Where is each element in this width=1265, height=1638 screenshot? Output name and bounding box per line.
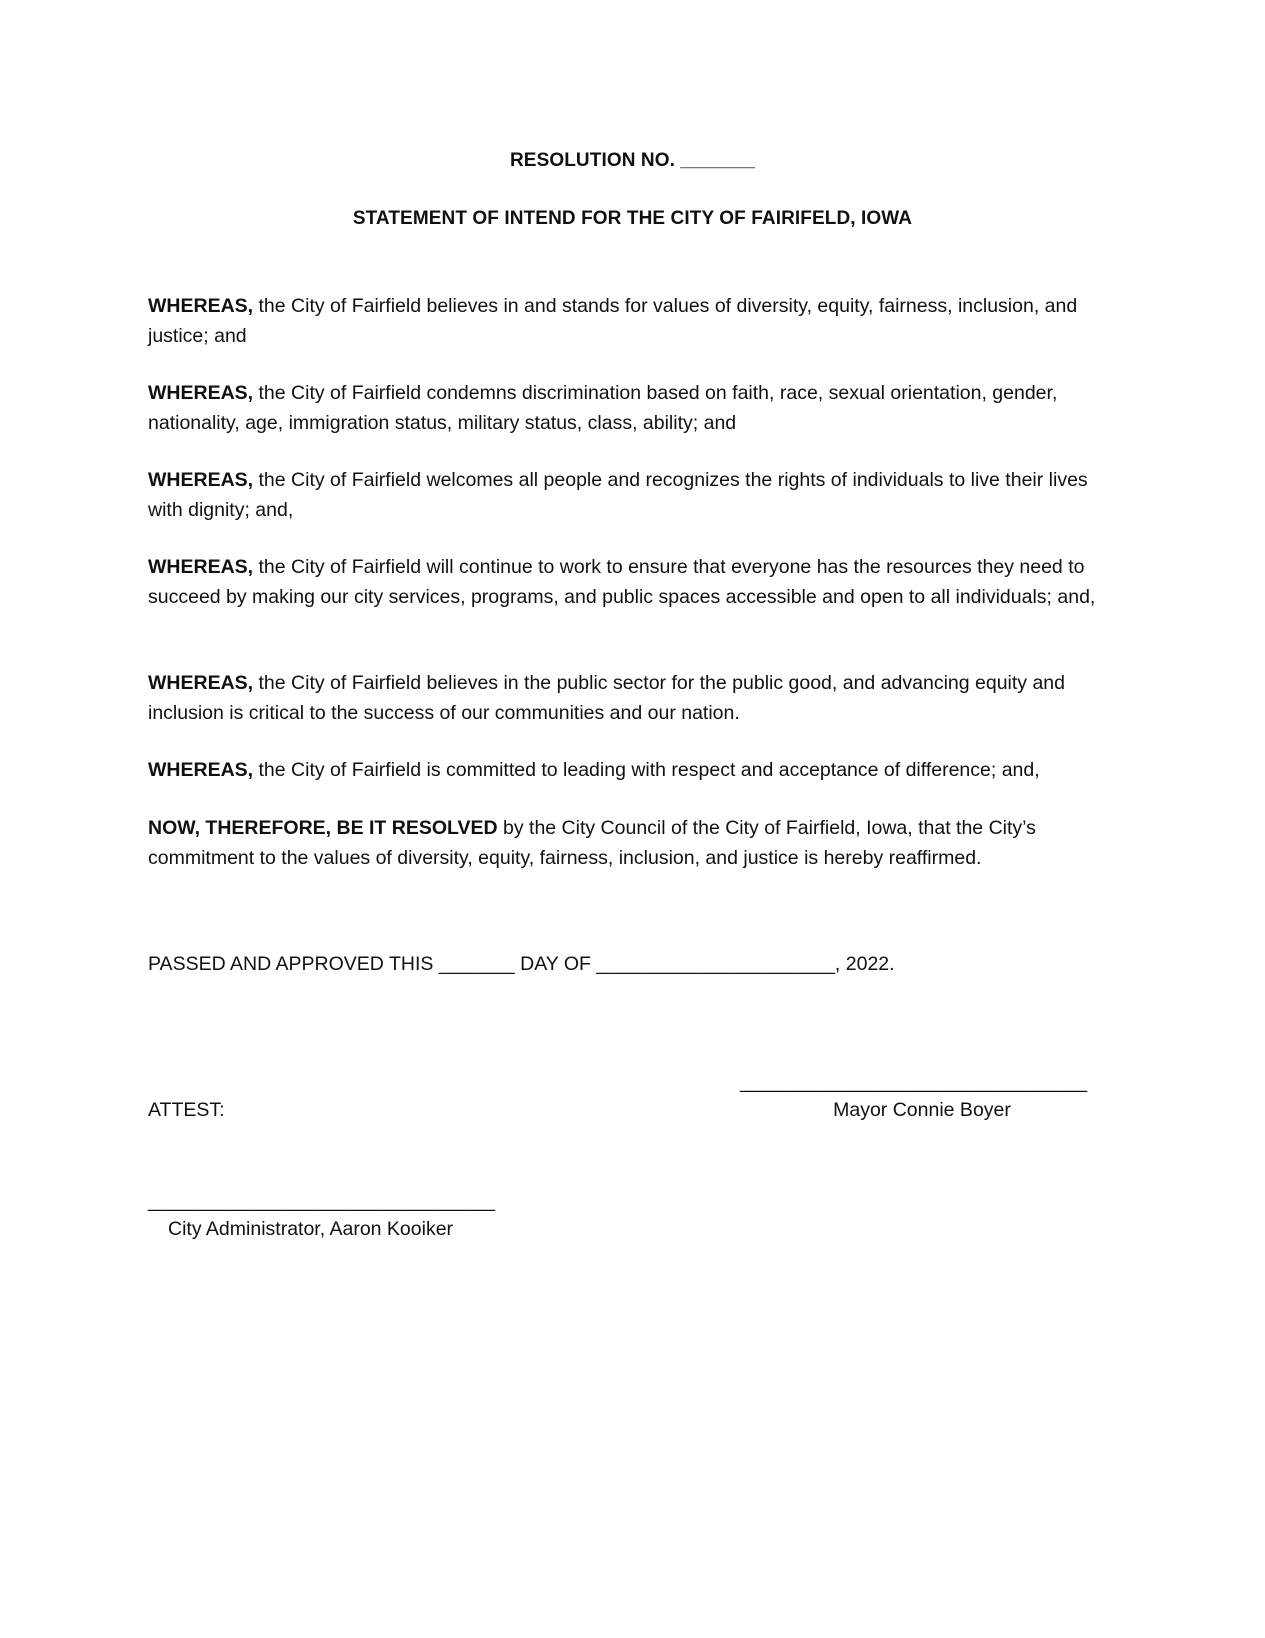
resolved-clause: [148, 814, 1123, 873]
clause-lead: WHEREAS,: [148, 759, 254, 781]
clause-lead: WHEREAS,: [148, 295, 254, 317]
attest-label: ATTEST:: [148, 1099, 225, 1121]
whereas-clause-2: [148, 379, 1123, 438]
whereas-clause-3: [148, 466, 1123, 525]
mayor-signature-line: ________________________________: [740, 1071, 1088, 1093]
clause-text: the City of Fairfield believes in and stands for values of diversity, equity, fairness, inclusion, and justice; and: [148, 295, 1078, 347]
clause-lead: WHEREAS,: [148, 382, 254, 404]
administrator-signature-line: ________________________________: [148, 1190, 496, 1212]
whereas-clause-4: [148, 553, 1123, 612]
whereas-clause-1: [148, 292, 1123, 351]
clause-text: the City of Fairfield welcomes all people and recognizes the rights of individuals to live their lives with dignity; and,: [148, 469, 1088, 521]
clause-lead: NOW, THEREFORE, BE IT RESOLVED: [148, 817, 498, 839]
clause-text: by the City Council of the City of Fairfield, Iowa, that the City’s commitment to the values of diversity, equity, fairness, inclusion, and justice is hereby reaffirmed.: [148, 817, 1036, 869]
passed-approved-line: PASSED AND APPROVED THIS _______ DAY OF ______________________, 2022.: [148, 953, 895, 975]
mayor-name: Mayor Connie Boyer: [833, 1099, 1011, 1121]
clause-text: the City of Fairfield condemns discrimination based on faith, race, sexual orientation, gender, nationality, age, immigration status, military status, class, ability; and: [148, 382, 1058, 434]
whereas-clause-5: [148, 669, 1123, 728]
clause-text: the City of Fairfield believes in the public sector for the public good, and advancing equity and inclusion is critical to the success of our communities and our nation.: [148, 672, 1066, 724]
statement-title: STATEMENT OF INTEND FOR THE CITY OF FAIRIFELD, IOWA: [352, 208, 913, 229]
clause-text: the City of Fairfield will continue to work to ensure that everyone has the resources they need to succeed by making our city services, programs, and public spaces accessible and open to all individuals; and,: [148, 556, 1096, 608]
resolution-number-heading: RESOLUTION NO. _______: [509, 150, 756, 171]
clause-lead: WHEREAS,: [148, 556, 254, 578]
clause-text: the City of Fairfield is committed to leading with respect and acceptance of difference; and,: [253, 759, 1040, 781]
clause-lead: WHEREAS,: [148, 469, 254, 491]
administrator-name: City Administrator, Aaron Kooiker: [168, 1218, 454, 1240]
clause-lead: WHEREAS,: [148, 672, 254, 694]
whereas-clause-6: [148, 756, 1123, 786]
